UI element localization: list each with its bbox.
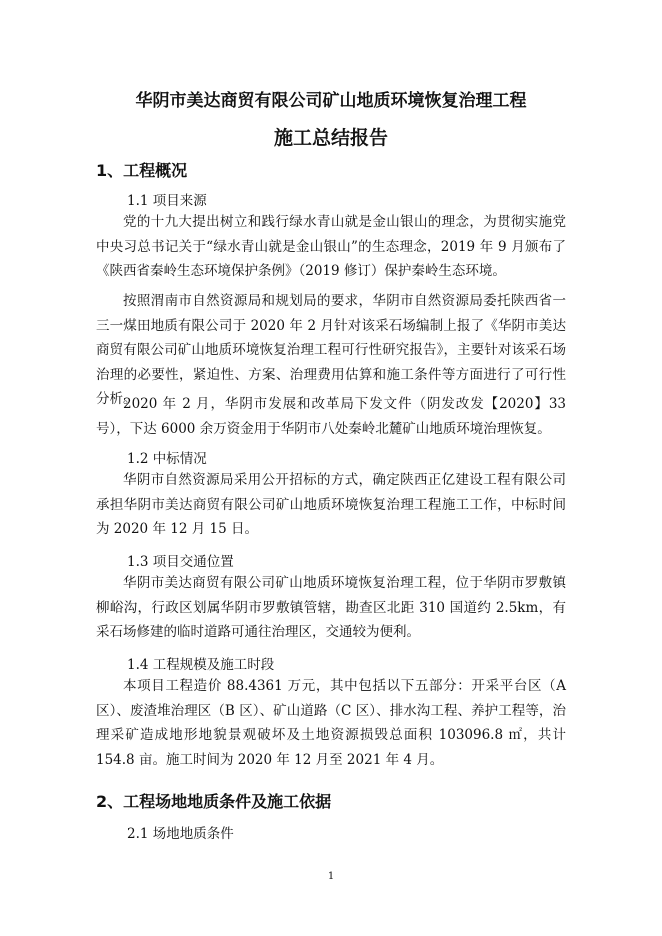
page-number: 1 [327, 871, 335, 882]
section-heading-2: 2、工程场地地质条件及施工依据 [96, 792, 332, 811]
paragraph: 本项目工程造价 88.4361 万元，其中包括以下五部分：开采平台区（A 区）、废渣堆治理区（B 区）、矿山道路（C 区）、排水沟工程、养护工程等，治理采矿造成地形地貌景观破坏及土地资源损毁总面积 103096.8 ㎡，共计 154.8 亩。施工时间为 2020 年 12 月至 2021 年 4 月。 [96, 678, 566, 768]
paragraph: 华阴市自然资源局采用公开招标的方式，确定陕西正亿建设工程有限公司承担华阴市美达商贸有限公司矿山地质环境恢复治理工程施工工作，中标时间为 2020 年 12 月 15 日。 [96, 472, 566, 537]
subsection-heading-1-3: 1.3 项目交通位置 [127, 554, 234, 570]
document-title: 华阴市美达商贸有限公司矿山地质环境恢复治理工程 [135, 91, 527, 111]
subsection-heading-2-1: 2.1 场地地质条件 [127, 826, 234, 842]
document-subtitle: 施工总结报告 [273, 127, 388, 149]
subsection-heading-1-1: 1.1 项目来源 [127, 193, 207, 209]
paragraph: 按照渭南市自然资源局和规划局的要求，华阴市自然资源局委托陕西省一三一煤田地质有限公司于 2020 年 2 月针对该采石场编制上报了《华阴市美达商贸有限公司矿山地质环境恢复治理工程可行性研究报告》，主要针对该采石场治理的必要性，紧迫性、方案、治理费用估算和施工条件等方面进行了可行性分析。 [96, 293, 566, 407]
section-heading-1: 1、工程概况 [96, 161, 188, 180]
paragraph: 华阴市美达商贸有限公司矿山地质环境恢复治理工程，位于华阴市罗敷镇柳峪沟，行政区划属华阴市罗敷镇管辖，勘查区北距 310 国道约 2.5km，有采石场修建的临时道路可通往治理区，交通较为便利。 [96, 575, 566, 640]
subsection-heading-1-2: 1.2 中标情况 [127, 451, 207, 467]
paragraph: 党的十九大提出树立和践行绿水青山就是金山银山的理念，为贯彻实施党中央习总书记关于“绿水青山就是金山银山”的生态理念，2019 年 9 月颁布了《陕西省秦岭生态环境保护条例》（2019 修订）保护秦岭生态环境。 [96, 214, 566, 279]
paragraph: 2020 年 2 月，华阴市发展和改革局下发文件（阴发改发【2020】33 号），下达 6000 余万资金用于华阴市八处秦岭北麓矿山地质环境治理恢复。 [96, 396, 566, 437]
subsection-heading-1-4: 1.4 工程规模及施工时段 [127, 657, 275, 673]
